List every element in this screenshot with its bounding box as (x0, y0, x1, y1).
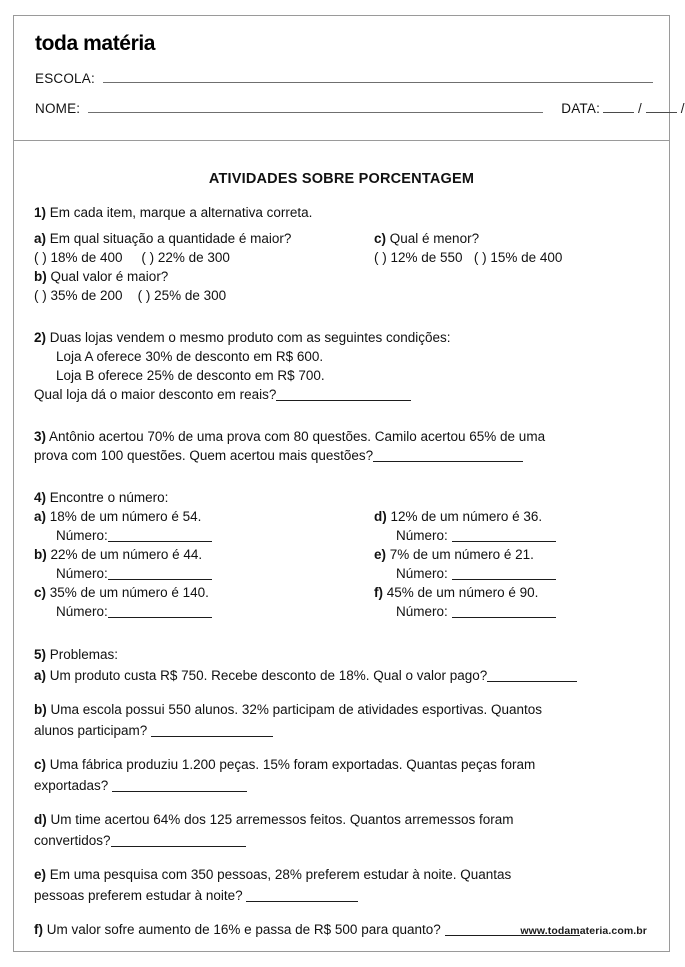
question-4b-label: b) (34, 547, 47, 562)
question-1c (374, 229, 649, 248)
question-4c-answer (34, 602, 374, 621)
question-5e-line-1 (34, 864, 649, 885)
question-1-prompt-text: Em cada item, marque a alternativa correta. (49, 205, 313, 220)
question-1-prompt (34, 203, 649, 222)
question-4f-numero-label: Número: (396, 604, 448, 619)
question-5e-label: e) (34, 867, 47, 882)
question-5a-text: Um produto custa R$ 750. Recebe desconto de 18%. Qual o valor pago? (49, 668, 488, 683)
question-5b-line-2 (34, 720, 649, 741)
question-5f-label: f) (34, 922, 43, 937)
spacer (34, 316, 649, 328)
question-4c-answer-blank[interactable] (108, 605, 212, 618)
question-4c-numero-label: Número: (56, 604, 108, 619)
question-2-number: 2) (34, 330, 47, 345)
worksheet-header (14, 16, 685, 141)
question-4b (34, 545, 374, 564)
question-4a-answer-blank[interactable] (108, 529, 212, 542)
question-1a-label: a) (34, 231, 47, 246)
question-1-columns (34, 229, 649, 305)
question-4f-answer (374, 602, 649, 621)
question-5f-text: Um valor sofre aumento de 16% e passa de R$ 500 para quanto? (46, 922, 441, 937)
question-5c-line-1 (34, 754, 649, 775)
question-4-prompt-text: Encontre o número: (49, 490, 169, 505)
question-3-text-line-2: prova com 100 questões. Quem acertou mais questões? (34, 448, 374, 463)
question-4e-label: e) (374, 547, 387, 562)
question-5c-text-line-1: Uma fábrica produziu 1.200 peças. 15% foram exportadas. Quantas peças foram (49, 757, 536, 772)
page-title: ATIVIDADES SOBRE PORCENTAGEM (208, 171, 475, 187)
question-4c (34, 583, 374, 602)
question-4d-answer-blank[interactable] (452, 529, 556, 542)
question-5c-line-2 (34, 775, 649, 796)
question-5-number: 5) (34, 647, 47, 662)
question-4b-answer (34, 564, 374, 583)
question-3-text-line-1: Antônio acertou 70% de uma prova com 80 questões. Camilo acertou 65% de uma (49, 429, 546, 444)
question-1a-option-1[interactable]: ( ) 18% de 400 (34, 250, 123, 265)
name-label: NOME: (35, 101, 81, 116)
question-5d-line-2 (34, 830, 649, 851)
date-label: DATA: (561, 101, 601, 116)
date-separator-2: / (680, 101, 685, 116)
spacer (34, 476, 649, 488)
question-2-prompt-text: Duas lojas vendem o mesmo produto com as seguintes condições: (49, 330, 451, 345)
question-4d-text: 12% de um número é 36. (390, 509, 543, 524)
school-input-rule[interactable] (103, 71, 653, 83)
spacer (34, 632, 649, 644)
question-5b-text-line-1: Uma escola possui 550 alunos. 32% participam de atividades esportivas. Quantos (50, 702, 543, 717)
question-5e-text-line-2: pessoas preferem estudar à noite? (34, 888, 243, 903)
question-1a (34, 229, 374, 248)
question-3-answer-blank[interactable] (373, 449, 523, 462)
question-4-right-column (374, 507, 649, 621)
question-4e-answer-blank[interactable] (452, 567, 556, 580)
question-1c-text: Qual é menor? (389, 231, 480, 246)
question-5d-text-line-1: Um time acertou 64% dos 125 arremessos feitos. Quantos arremessos foram (50, 812, 514, 827)
question-4a-numero-label: Número: (56, 528, 108, 543)
question-5c (34, 754, 649, 796)
question-4a-text: 18% de um número é 54. (49, 509, 202, 524)
question-1-left-column (34, 229, 374, 305)
question-5d-label: d) (34, 812, 47, 827)
question-2-store-a: Loja A oferece 30% de desconto em R$ 600. (56, 349, 324, 364)
question-4-number: 4) (34, 490, 47, 505)
question-1b-options (34, 286, 374, 305)
question-5e-answer-blank[interactable] (246, 889, 358, 902)
date-field-group (561, 101, 685, 116)
question-5a-answer-blank[interactable] (487, 669, 577, 682)
question-5d-line-1 (34, 809, 649, 830)
question-5a-line-1 (34, 665, 649, 686)
question-1c-option-1[interactable]: ( ) 12% de 550 (374, 250, 463, 265)
school-label: ESCOLA: (35, 71, 95, 86)
question-4f-label: f) (374, 585, 383, 600)
question-3-line-1 (34, 427, 649, 446)
question-3 (34, 427, 649, 465)
question-1b-option-1[interactable]: ( ) 35% de 200 (34, 288, 123, 303)
question-1c-label: c) (374, 231, 387, 246)
question-5e-line-2 (34, 885, 649, 906)
question-1c-options (374, 248, 649, 267)
question-5d (34, 809, 649, 851)
question-1b-label: b) (34, 269, 47, 284)
question-4e-answer (374, 564, 649, 583)
question-5-prompt (34, 644, 649, 665)
question-4-prompt (34, 488, 649, 507)
question-2-store-b: Loja B oferece 25% de desconto em R$ 700. (56, 368, 325, 383)
name-input-rule[interactable] (88, 101, 543, 113)
question-1 (34, 203, 649, 305)
question-5b-answer-blank[interactable] (151, 724, 273, 737)
question-1-number: 1) (34, 205, 47, 220)
question-4b-text: 22% de um número é 44. (50, 547, 203, 562)
question-2-prompt (34, 328, 649, 347)
question-5c-text-line-2: exportadas? (34, 778, 109, 793)
question-5 (34, 644, 649, 940)
question-4d-numero-label: Número: (396, 528, 448, 543)
question-4-columns (34, 507, 649, 621)
question-5a (34, 665, 649, 686)
question-1c-option-2[interactable]: ( ) 15% de 400 (473, 250, 563, 265)
question-1b (34, 267, 374, 286)
question-4a-label: a) (34, 509, 47, 524)
spacer (34, 415, 649, 427)
question-4e-numero-label: Número: (396, 566, 448, 581)
question-4 (34, 488, 649, 621)
question-2-question-text: Qual loja dá o maior desconto em reais? (34, 387, 277, 402)
question-3-line-2 (34, 446, 649, 465)
question-2-answer-line (34, 385, 649, 404)
question-4a (34, 507, 374, 526)
question-2-answer-blank[interactable] (276, 388, 411, 401)
date-month-rule[interactable] (646, 101, 677, 113)
name-field-row (35, 101, 685, 116)
question-4-left-column (34, 507, 374, 621)
question-5a-label: a) (34, 668, 47, 683)
question-5b-text-line-2: alunos participam? (34, 723, 148, 738)
question-2 (34, 328, 649, 404)
question-5d-text-line-2: convertidos? (34, 833, 111, 848)
footer-url: www.todamateria.com.br (520, 925, 647, 937)
question-5c-answer-blank[interactable] (112, 779, 247, 792)
question-1b-option-2[interactable]: ( ) 25% de 300 (137, 288, 227, 303)
date-separator-1: / (638, 101, 642, 116)
question-1a-options (34, 248, 374, 267)
question-1-right-column (374, 229, 649, 267)
question-5b-line-1 (34, 699, 649, 720)
question-5c-label: c) (34, 757, 47, 772)
school-field-row (35, 71, 653, 86)
question-5-prompt-text: Problemas: (49, 647, 119, 662)
question-1a-option-2[interactable]: ( ) 22% de 300 (141, 250, 230, 265)
question-4d (374, 507, 649, 526)
worksheet-page (13, 15, 685, 952)
question-1b-text: Qual valor é maior? (50, 269, 169, 284)
question-1a-text: Em qual situação a quantidade é maior? (49, 231, 292, 246)
question-4e (374, 545, 649, 564)
question-4f-text: 45% de um número é 90. (386, 585, 539, 600)
question-4d-label: d) (374, 509, 387, 524)
question-3-number: 3) (34, 429, 47, 444)
question-5e (34, 864, 649, 906)
question-5b-label: b) (34, 702, 47, 717)
question-4c-text: 35% de um número é 140. (49, 585, 209, 600)
question-4e-text: 7% de um número é 21. (389, 547, 534, 562)
question-4b-answer-blank[interactable] (108, 567, 212, 580)
question-4f-answer-blank[interactable] (452, 605, 556, 618)
question-4b-numero-label: Número: (56, 566, 108, 581)
question-5b (34, 699, 649, 741)
question-5d-answer-blank[interactable] (111, 834, 246, 847)
date-day-rule[interactable] (603, 101, 634, 113)
question-5e-text-line-1: Em uma pesquisa com 350 pessoas, 28% preferem estudar à noite. Quantas (49, 867, 512, 882)
question-4a-answer (34, 526, 374, 545)
question-4f (374, 583, 649, 602)
spacer (34, 222, 649, 229)
question-4d-answer (374, 526, 649, 545)
brand-logo: toda matéria (35, 32, 156, 55)
question-4c-label: c) (34, 585, 47, 600)
worksheet-body (14, 141, 669, 940)
